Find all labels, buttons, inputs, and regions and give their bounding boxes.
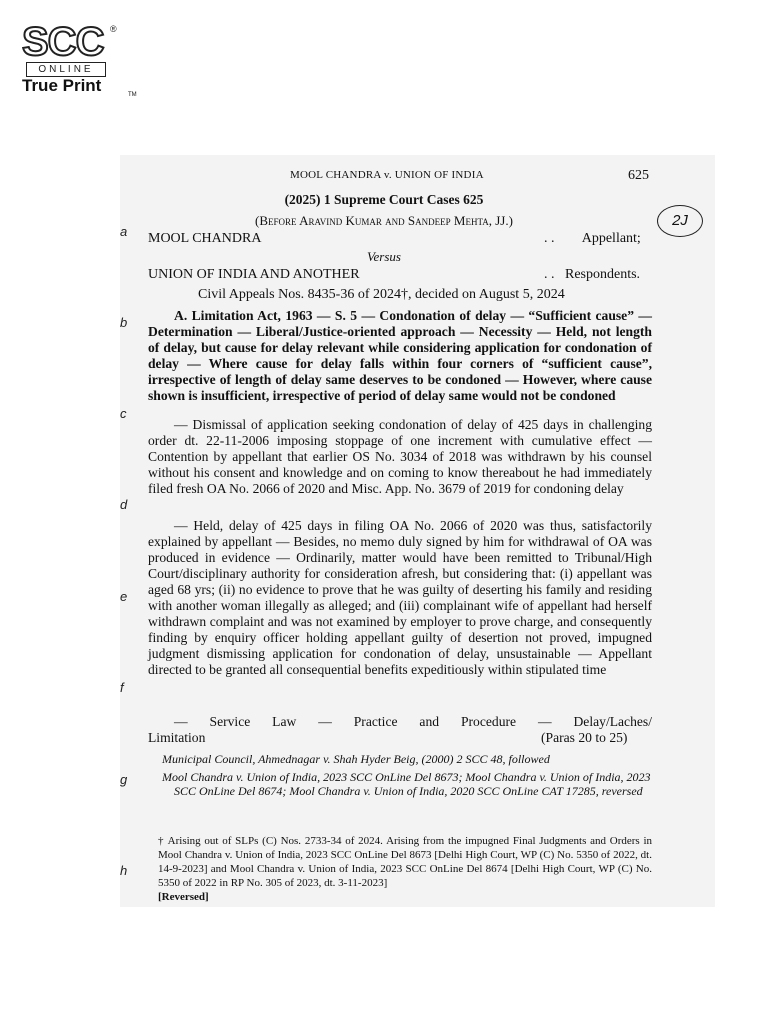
headnote-service-law: — Service Law — Practice and Procedure — Delay/Laches/ <box>174 714 652 729</box>
handwritten-mark: 2J <box>657 205 703 237</box>
margin-letter-h: h <box>120 863 128 878</box>
margin-letter-f: f <box>120 680 124 695</box>
margin-letter-b: b <box>120 315 128 330</box>
logo-tm: TM <box>128 92 137 98</box>
logo-brand: SCC <box>22 20 104 64</box>
running-title: MOOL CHANDRA v. UNION OF INDIA <box>290 169 484 181</box>
case-reference-2: Mool Chandra v. Union of India, 2023 SCC OnLine Del 8673; Mool Chandra v. Union of India, 2023 SCC OnLine Del 8674; Mool Chandra v. Union of India, 2020 SCC OnLine CAT 17285, reversed <box>162 770 651 798</box>
footnote: † Arising out of SLPs (C) Nos. 2733-34 of 2024. Arising from the impugned Final Judgments and Orders in Mool Chandra v. Union of India, 2023 SCC OnLine Del 8673 [Delhi High Court, WP (C) No. 5350 of 2022, dt. 14-9-2023] and Mool Chandra v. Union of India, 2023 SCC OnLine Del 8674 [Delhi High Court, WP (C) No. 5350 of 2022 in RP No. 305 of 2023, dt. 3-11-2023] [Reversed] <box>158 835 652 903</box>
margin-letter-c: c <box>120 406 127 421</box>
headnote-heading: A. Limitation Act, 1963 — S. 5 — Condonation of delay — “Sufficient cause” — Determination — Liberal/Justice-oriented approach — Necessity — Held, not length of delay, but cause for delay relevant while considering application for condonation of delay — Where cause for delay falls within four corners of “sufficient cause”, irrespective of length of delay same deserves to be condoned — However, where cause shown is insufficient, irrespective of period of delay same would not be condoned <box>148 308 652 403</box>
respondent-role: . . Respondents. <box>544 267 641 282</box>
appellant-name: MOOL CHANDRA <box>148 231 262 246</box>
footnote-status: [Reversed] <box>158 891 209 903</box>
versus: Versus <box>367 249 401 264</box>
scc-online-logo <box>22 20 137 98</box>
margin-letter-a: a <box>120 224 128 239</box>
respondent-name: UNION OF INDIA AND ANOTHER <box>148 267 360 282</box>
headnote-limitation: Limitation <box>148 730 206 745</box>
case-reference-1: Municipal Council, Ahmednagar v. Shah Hyder Beig, (2000) 2 SCC 48, followed <box>162 752 550 766</box>
logo-online: ONLINE <box>26 62 106 77</box>
case-citation: (2025) 1 Supreme Court Cases 625 <box>284 192 484 207</box>
headnote-facts: — Dismissal of application seeking condonation of delay of 425 days in challenging order dt. 22-11-2006 imposing stoppage of one increment with cumulative effect — Contention by appellant that earlier OS No. 3034 of 2018 was withdrawn by his counsel without his consent and knowledge and on coming to know thereabout he had immediately filed fresh OA No. 2066 of 2020 and Misc. App. No. 3679 of 2019 for condoning delay <box>148 417 652 496</box>
logo-true-print: True Print <box>22 76 102 95</box>
logo-registered-mark: ® <box>110 24 117 34</box>
headnote-paras: (Paras 20 to 25) <box>541 730 628 745</box>
appellant-role: . . Appellant; <box>544 231 641 246</box>
bench: (Before Aravind Kumar and Sandeep Mehta, JJ.) <box>255 213 513 228</box>
margin-letter-e: e <box>120 589 128 604</box>
appeal-line: Civil Appeals Nos. 8435-36 of 2024†, decided on August 5, 2024 <box>198 287 565 302</box>
margin-letter-g: g <box>120 772 128 787</box>
margin-letter-d: d <box>120 497 128 512</box>
headnote-held: — Held, delay of 425 days in filing OA No. 2066 of 2020 was thus, satisfactorily explained by appellant — Besides, no memo duly signed by him for withdrawal of OA was produced in evidence — Ordinarily, matter would have been remitted to Tribunal/High Court/disciplinary authority for consideration afresh, but considering that: (i) appellant was aged 68 yrs; (ii) no evidence to prove that he was guilty of deserting his family and residing with another woman illegally as alleged; and (iii) complainant wife of appellant had herself withdrawn complaint and was not examined by employer to prove charge, and consequently finding by enquiry officer holding appellant guilty of desertion not proved, impugned judgment dismissing application for condonation of delay, unsustainable — Appellant directed to be granted all consequential benefits expeditiously within stipulated time <box>148 518 652 677</box>
page-number: 625 <box>628 168 649 183</box>
